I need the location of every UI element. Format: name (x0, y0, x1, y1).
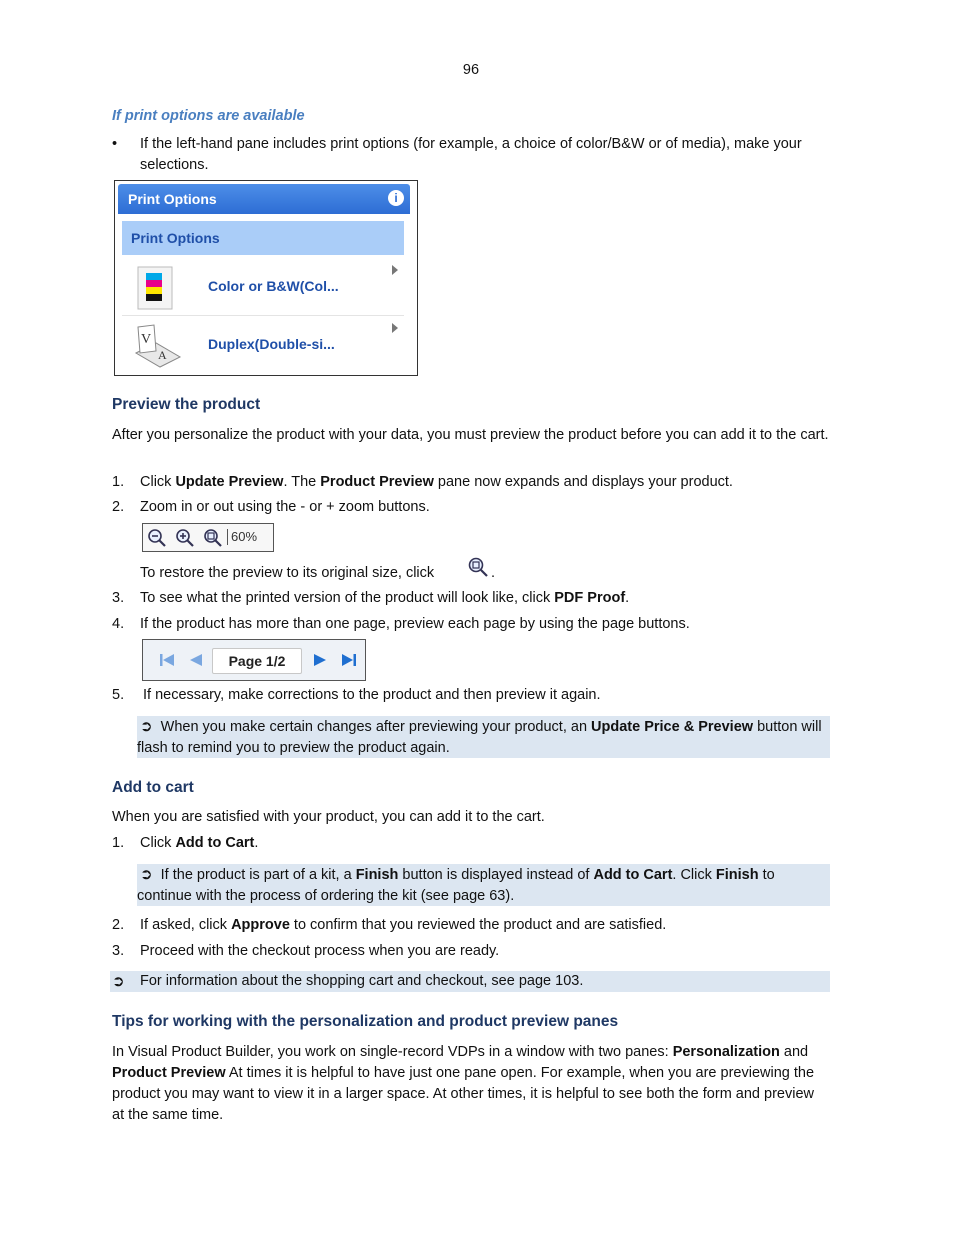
bullet-dot: • (112, 136, 118, 152)
zoom-toolbar (142, 523, 274, 552)
print-option-duplex-label: Duplex(Double-si... (208, 336, 335, 352)
color-swatch-icon (132, 265, 178, 311)
arrow-icon: ➲ (140, 718, 153, 735)
first-page-icon[interactable] (159, 652, 175, 668)
tips-paragraph: In Visual Product Builder, you work on single-record VDPs in a window with two panes: Personalization and Product Preview At times it is helpful to have just one pane open. For example, when you are previewing the product you may want to view it in a larger space. At other times, it is helpful to see both the form and preview at the same time. (112, 1044, 815, 1123)
preview-intro: After you personalize the product with your data, you must preview the product before you can add it to the cart. (112, 427, 829, 443)
step-number: 3. (112, 943, 125, 959)
step-number: 2. (112, 499, 125, 515)
print-options-subheading: If print options are available (112, 108, 305, 124)
page-indicator: Page 1/2 (212, 648, 302, 674)
print-options-panel (114, 180, 418, 376)
zoom-reset-icon[interactable] (203, 528, 223, 548)
zoom-level: 60% (231, 529, 258, 544)
tips-heading: Tips for working with the personalization and product preview panes (112, 1013, 619, 1030)
cart-heading: Add to cart (112, 779, 194, 796)
restore-period: . (491, 565, 496, 581)
preview-note: ➲ When you make certain changes after previewing your product, an Update Price & Preview button will flash to remind you to preview the product again. (137, 716, 830, 758)
print-options-subheader: Print Options (122, 221, 404, 255)
step-number: 2. (112, 917, 125, 933)
print-options-header (118, 184, 410, 214)
svg-text:V: V (141, 332, 152, 347)
previous-page-icon[interactable] (187, 652, 203, 668)
print-options-header-label: Print Options (128, 191, 217, 207)
step-number: 5. (112, 687, 125, 703)
zoom-out-icon[interactable] (147, 528, 167, 548)
step-text: Proceed with the checkout process when you are ready. (140, 943, 500, 959)
info-icon[interactable]: i (388, 190, 404, 206)
checkout-note: ➲ For information about the shopping cart and checkout, see page 103. (110, 971, 830, 992)
print-option-color-label: Color or B&W(Col... (208, 278, 339, 294)
step-text: If asked, click Approve to confirm that you reviewed the product and are satisfied. (140, 917, 667, 933)
chevron-right-icon (392, 323, 398, 333)
kit-note: ➲ If the product is part of a kit, a Finish button is displayed instead of Add to Cart. Click Finish to continue with the process of ordering the kit (see page 63). (137, 864, 830, 906)
step-text: To see what the printed version of the product will look like, click PDF Proof. (140, 590, 630, 606)
restore-text: To restore the preview to its original size, click (140, 565, 435, 581)
step-text: If the product has more than one page, preview each page by using the page buttons. (140, 616, 690, 632)
page-navigator (142, 639, 366, 681)
step-number: 4. (112, 616, 125, 632)
last-page-icon[interactable] (341, 652, 357, 668)
step-text: Zoom in or out using the - or + zoom buttons. (140, 499, 430, 515)
step-text: If necessary, make corrections to the product and then preview it again. (143, 687, 601, 703)
step-text: Click Update Preview. The Product Preview pane now expands and displays your product. (140, 474, 733, 490)
step-number: 3. (112, 590, 125, 606)
zoom-in-icon[interactable] (175, 528, 195, 548)
toolbar-divider (227, 529, 228, 545)
print-option-color[interactable] (122, 259, 404, 316)
page-number: 96 (462, 62, 480, 78)
bullet-text: If the left-hand pane includes print options (for example, a choice of color/B&W or of media), make your selections. (140, 136, 802, 173)
chevron-right-icon (392, 265, 398, 275)
zoom-reset-icon (467, 556, 489, 578)
arrow-icon: ➲ (140, 866, 153, 883)
arrow-icon: ➲ (112, 973, 125, 990)
cart-intro: When you are satisfied with your product, you can add it to the cart. (112, 809, 545, 825)
duplex-pages-icon (132, 323, 178, 369)
step-number: 1. (112, 474, 125, 490)
step-number: 1. (112, 835, 125, 851)
step-text: Click Add to Cart. (140, 835, 259, 851)
next-page-icon[interactable] (313, 652, 329, 668)
svg-text:A: A (158, 348, 167, 362)
print-option-duplex[interactable] (122, 317, 404, 373)
preview-heading: Preview the product (112, 396, 261, 413)
